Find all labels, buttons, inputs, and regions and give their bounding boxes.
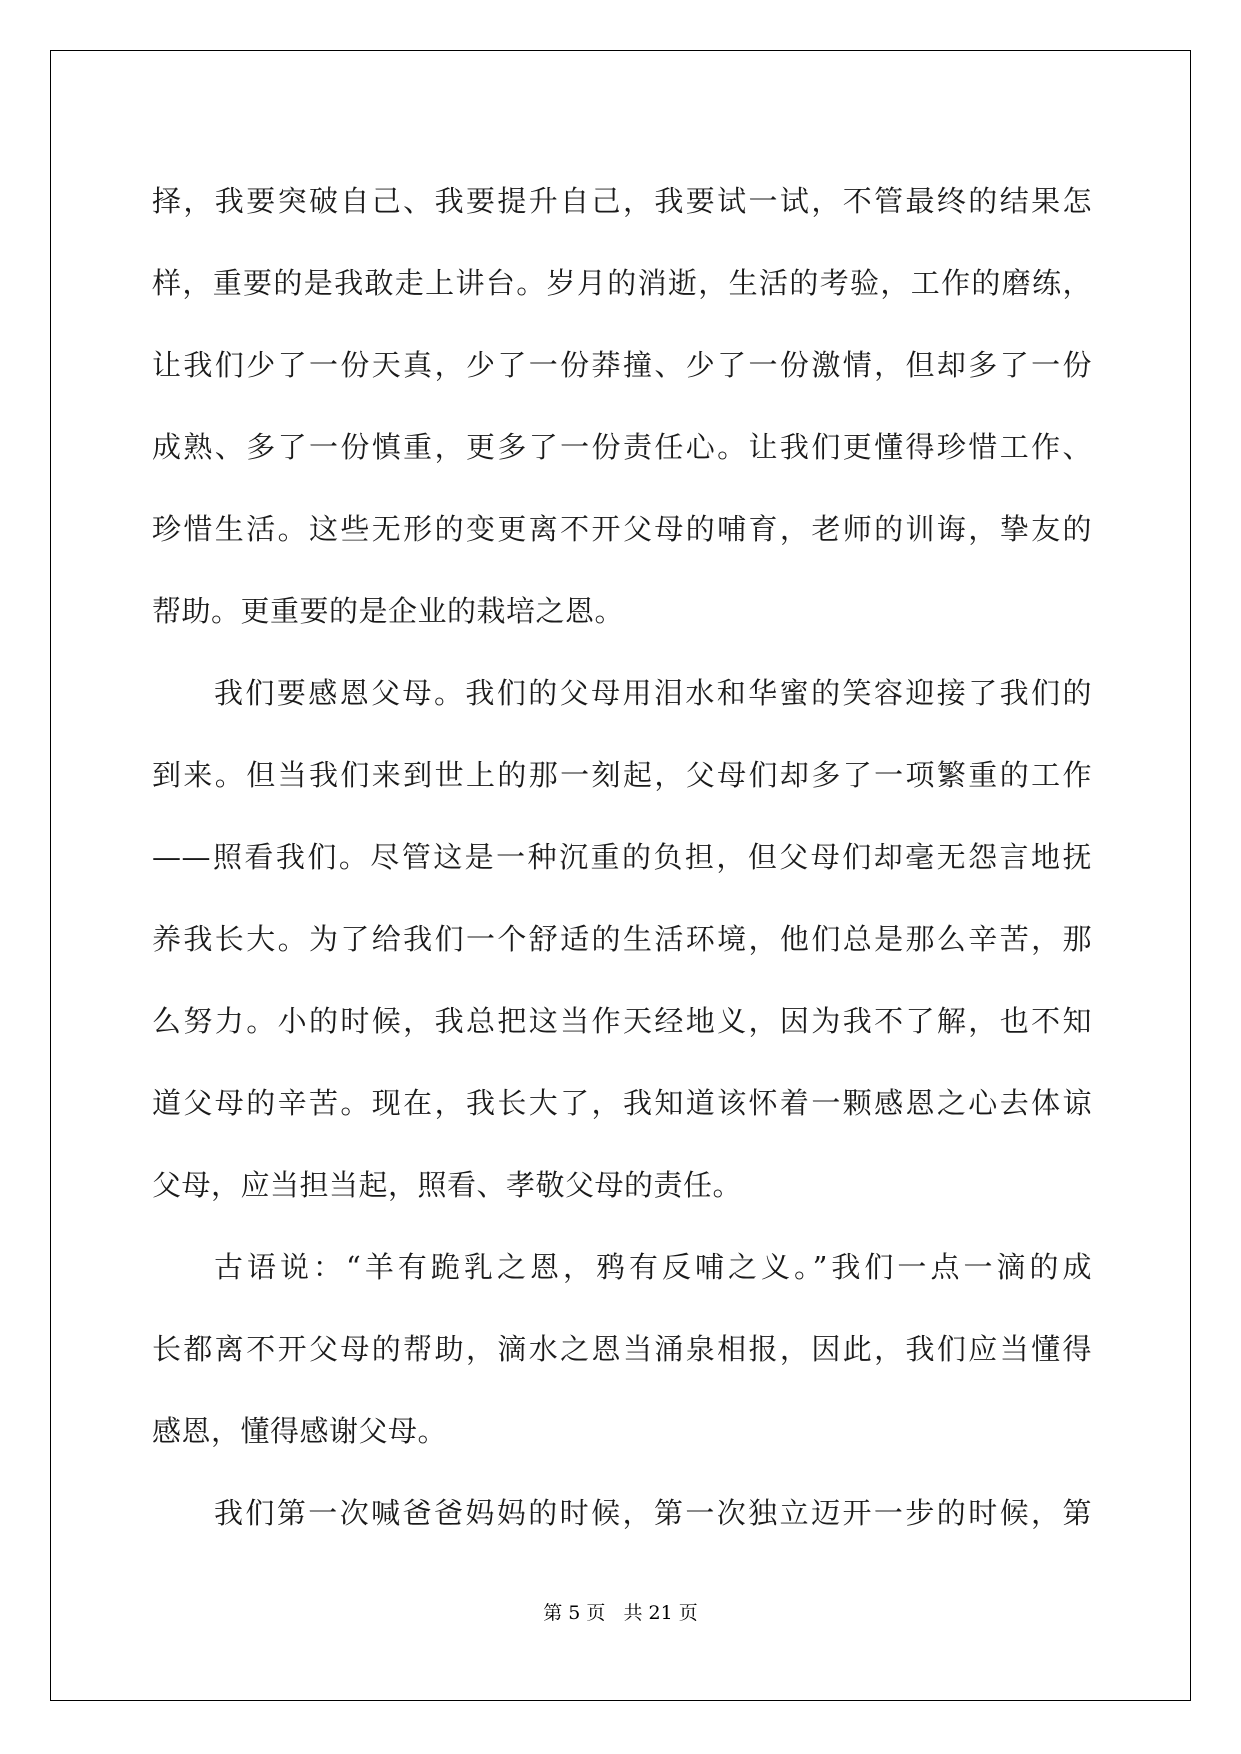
text-line: 帮助。更重要的是企业的栽培之恩。 bbox=[152, 594, 625, 628]
page-number: 第 5 页 bbox=[543, 1602, 606, 1624]
text-line: 感恩，懂得感谢父母。 bbox=[152, 1414, 448, 1448]
text-line: 父母，应当担当起，照看、孝敬父母的责任。 bbox=[152, 1168, 743, 1202]
page-footer bbox=[0, 1598, 1241, 1625]
text-line: 养我长大。为了给我们一个舒适的生活环境，他们总是那么辛苦，那 bbox=[152, 922, 1092, 956]
text-line: ——照看我们。尽管这是一种沉重的负担，但父母们却毫无怨言地抚 bbox=[152, 840, 1092, 874]
text-line: 让我们少了一份天真，少了一份莽撞、少了一份激情，但却多了一份 bbox=[152, 348, 1092, 382]
text-line: 我们要感恩父母。我们的父母用泪水和华蜜的笑容迎接了我们的 bbox=[214, 676, 1092, 710]
text-line: 珍惜生活。这些无形的变更离不开父母的哺育，老师的训诲，挚友的 bbox=[152, 512, 1092, 546]
text-line: 道父母的辛苦。现在，我长大了，我知道该怀着一颗感恩之心去体谅 bbox=[152, 1086, 1092, 1120]
document-body bbox=[152, 160, 1092, 1554]
text-line: 样，重要的是我敢走上讲台。岁月的消逝，生活的考验，工作的磨练， bbox=[152, 266, 1092, 300]
text-line: 么努力。小的时候，我总把这当作天经地义，因为我不了解，也不知 bbox=[152, 1004, 1092, 1038]
text-line: 古语说：“羊有跪乳之恩，鸦有反哺之义。”我们一点一滴的成 bbox=[214, 1250, 1092, 1284]
text-line: 到来。但当我们来到世上的那一刻起，父母们却多了一项繁重的工作 bbox=[152, 758, 1092, 792]
text-line: 成熟、多了一份慎重，更多了一份责任心。让我们更懂得珍惜工作、 bbox=[152, 430, 1092, 464]
page-total: 共 21 页 bbox=[623, 1602, 698, 1624]
text-line: 择，我要突破自己、我要提升自己，我要试一试，不管最终的结果怎 bbox=[152, 184, 1092, 218]
text-line: 长都离不开父母的帮助，滴水之恩当涌泉相报，因此，我们应当懂得 bbox=[152, 1332, 1092, 1366]
text-line: 我们第一次喊爸爸妈妈的时候，第一次独立迈开一步的时候，第 bbox=[214, 1496, 1092, 1530]
